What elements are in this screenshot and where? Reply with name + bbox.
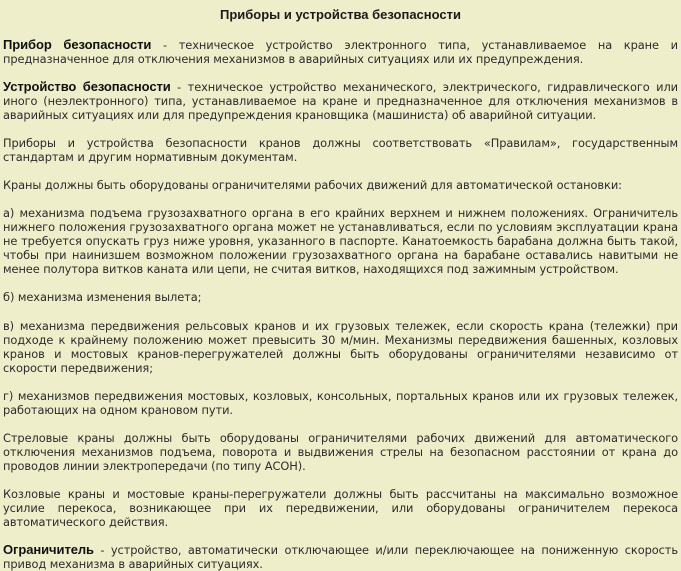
- document-title: Приборы и устройства безопасности: [219, 7, 461, 22]
- paragraph-gantry-cranes: Козловые краны и мостовые краны-перегружатели должны быть рассчитаны на максимально возможное усилие перекоса, возникающее при их передвижении, или оборудованы ограничителем перекоса автоматического действия.: [3, 487, 678, 529]
- definition-text: - техническое устройство электронного типа, устанавливаемое на кране и предназначенное для отключения механизмов в аварийных ситуациях или их предупреждения.: [3, 38, 678, 66]
- term-safety-device: Устройство безопасности: [3, 79, 171, 94]
- definition-limiter: [3, 543, 678, 571]
- definition-text: - техническое устройство механического, электрического, гидравлического или иного (неэлектронного) типа, устанавливаемое на кране и предназначенное для отключения механизмов в аварийных ситуациях или для предупреждения крановщика (машиниста) об аварийной ситуации.: [3, 80, 678, 122]
- paragraph-limiters-intro: Краны должны быть оборудованы ограничителями рабочих движений для автоматической остановки:: [3, 178, 622, 192]
- list-item-a: а) механизма подъема грузозахватного органа в его крайних верхнем и нижнем положениях. Ограничитель нижнего положения грузозахватного органа может не устанавливаться, если по условиям эксплуатации крана не требуется опускать груз ниже уровня, указанного в паспорте. Канатоемкость барабана должна быть такой, чтобы при наинизшем возможном положении грузозахватного органа на барабане оставались навитыми не менее полутора витков каната или цепи, не считая витков, находящихся под зажимным устройством.: [3, 206, 678, 276]
- paragraph-standards: Приборы и устройства безопасности кранов должны соответствовать «Правилам», государственным стандартам и другим нормативным документам.: [3, 136, 678, 164]
- list-item-g: г) механизмов передвижения мостовых, козловых, консольных, портальных кранов или их грузовых тележек, работающих на одном крановом пути.: [3, 389, 678, 417]
- paragraph-boom-cranes: Стреловые краны должны быть оборудованы ограничителями рабочих движений для автоматического отключения механизмов подъема, поворота и выдвижения стрелы на безопасном расстоянии от крана до проводов линии электропередачи (по типу АСОН).: [3, 431, 678, 473]
- term-limiter: Ограничитель: [3, 542, 94, 557]
- term-safety-instrument: Прибор безопасности: [3, 37, 152, 52]
- definition-safety-device: [3, 80, 678, 122]
- definition-safety-instrument: [3, 38, 678, 66]
- definition-text: - устройство, автоматически отключающее и/или переключающее на пониженную скорость привод механизма в аварийных ситуациях.: [3, 543, 678, 571]
- list-item-b: б) механизма изменения вылета;: [3, 290, 202, 304]
- list-item-v: в) механизма передвижения рельсовых кранов и их грузовых тележек, если скорость крана (тележки) при подходе к крайнему положению может превысить 30 м/мин. Механизмы передвижения башенных, козловых кранов и мостовых кранов-перегружателей должны быть оборудованы ограничителями независимо от скорости передвижения;: [3, 319, 678, 375]
